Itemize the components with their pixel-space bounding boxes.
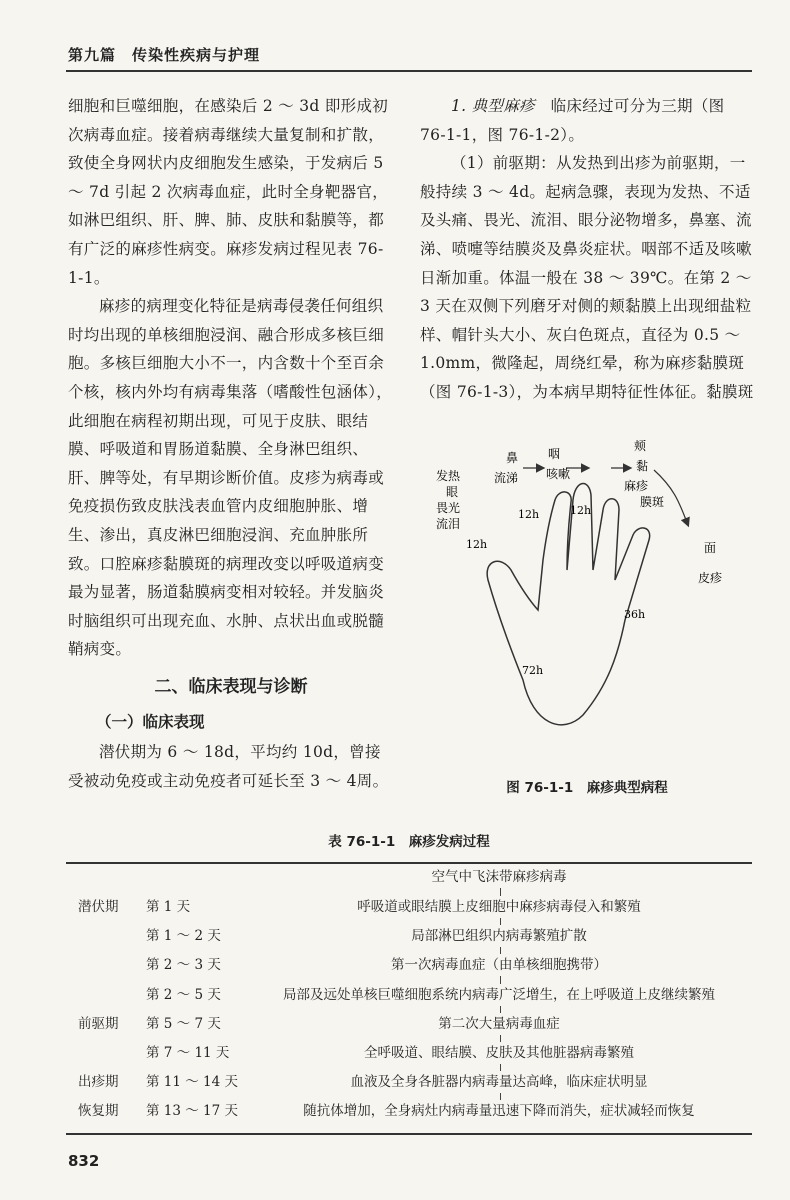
fig-label-eye: 眼 bbox=[446, 485, 459, 499]
table-row bbox=[66, 896, 752, 918]
table-event-text: 局部及远处单核巨噬细胞系统内病毒广泛增生，在上呼吸道上皮继续繁殖 bbox=[283, 986, 715, 1003]
table-event-text: 呼吸道或眼结膜上皮细胞中麻疹病毒侵入和繁殖 bbox=[357, 899, 641, 915]
figure-caption: 图 76-1-1 麻疹典型病程 bbox=[506, 780, 668, 796]
table-event bbox=[246, 954, 752, 976]
typical-measles-heading: 1. 典型麻疹 bbox=[451, 97, 535, 115]
fig-label-nose: 鼻 bbox=[506, 451, 519, 465]
header-rule bbox=[66, 70, 752, 72]
table-top-event-row bbox=[66, 866, 752, 888]
page-number: 832 bbox=[68, 1152, 100, 1170]
fig-label-mucosa: 黏 bbox=[636, 459, 649, 473]
table-row bbox=[66, 1071, 752, 1093]
table-time: 第 7 ～ 11 天 bbox=[146, 1045, 230, 1061]
table-time: 第 5 ～ 7 天 bbox=[146, 1015, 221, 1032]
table-top-event bbox=[246, 866, 752, 888]
table-phase: 出疹期 bbox=[78, 1074, 119, 1091]
table-row bbox=[66, 1100, 752, 1122]
table-row bbox=[66, 954, 752, 976]
table-event bbox=[246, 1071, 752, 1093]
fig-label-rash: 皮疹 bbox=[698, 571, 723, 585]
fig-label-measles: 麻疹 bbox=[624, 479, 649, 493]
table-caption: 表 76-1-1 麻疹发病过程 bbox=[328, 834, 490, 850]
fig-hour-12h-c: 12h bbox=[570, 504, 592, 517]
table-time: 第 11 ～ 14 天 bbox=[146, 1074, 239, 1091]
table-event bbox=[246, 1100, 752, 1122]
table-event bbox=[246, 1013, 752, 1035]
running-header: 第九篇 传染性疾病与护理 bbox=[68, 46, 261, 64]
table-time: 第 1 ～ 2 天 bbox=[146, 928, 221, 945]
table-event-text: 全呼吸道、眼结膜、皮肤及其他脏器病毒繁殖 bbox=[364, 1045, 634, 1061]
table-time: 第 1 天 bbox=[146, 899, 191, 915]
table-bottom-rule bbox=[66, 1133, 752, 1135]
incubation-text: 潜伏期为 6 ～ 18d，平均约 10d，曾接受被动免疫或主动免疫者可延长至 3 ～ 4周。 bbox=[68, 743, 389, 790]
table-phase: 潜伏期 bbox=[78, 899, 119, 915]
table-top-rule bbox=[66, 862, 752, 864]
fig-label-cough: 咳嗽 bbox=[546, 467, 571, 481]
incubation-paragraph bbox=[68, 738, 394, 795]
hand-diagram bbox=[418, 440, 752, 740]
table-event-text: 局部淋巴组织内病毒繁殖扩散 bbox=[411, 928, 587, 945]
fig-label-photophobia: 畏光 bbox=[436, 501, 461, 515]
table-phase: 前驱期 bbox=[78, 1015, 119, 1032]
table-time: 第 2 ～ 5 天 bbox=[146, 986, 221, 1003]
table-event bbox=[246, 984, 752, 1006]
table-row bbox=[66, 1013, 752, 1035]
right-paragraph-1-body: 临床经过可分为三期（图 76-1-1，图 76-1-2）。 bbox=[420, 97, 725, 144]
table-row bbox=[66, 984, 752, 1006]
right-column bbox=[420, 92, 754, 407]
fig-hour-12h-a: 12h bbox=[466, 538, 488, 551]
section-title: 二、临床表现与诊断 bbox=[154, 677, 308, 697]
fig-hour-36h: 36h bbox=[624, 608, 646, 621]
table-row bbox=[66, 925, 752, 947]
fig-label-koplik: 膜斑 bbox=[640, 495, 665, 509]
measles-course-figure bbox=[418, 440, 752, 740]
top-event-text: 空气中飞沫带麻疹病毒 bbox=[431, 869, 567, 885]
table-row bbox=[66, 1042, 752, 1064]
table-event-text: 血液及全身各脏器内病毒量达高峰，临床症状明显 bbox=[350, 1074, 648, 1091]
table-event-text: 随抗体增加，全身病灶内病毒量迅速下降而消失，症状减轻而恢复 bbox=[303, 1103, 695, 1120]
fig-label-tears: 流泪 bbox=[436, 517, 461, 531]
table-time: 第 2 ～ 3 天 bbox=[146, 957, 221, 974]
left-paragraph-1: 细胞和巨噬细胞，在感染后 2 ～ 3d 即形成初次病毒血症。接着病毒继续大量复制和扩散，致使全身网状内皮细胞发生感染，于发病后 5 ～ 7d 引起 2 次病毒血症，此时全身靶器官，如淋巴组织、肝、脾、肺、皮肤和黏膜等，都有广泛的麻疹性病变。麻疹发病过程见表 76-1-1。 bbox=[68, 97, 389, 287]
fig-label-face: 面 bbox=[704, 541, 717, 555]
table-time: 第 13 ～ 17 天 bbox=[146, 1103, 239, 1120]
right-paragraph-1 bbox=[420, 92, 754, 149]
fig-hour-12h-b: 12h bbox=[518, 508, 540, 521]
fig-label-throat: 咽 bbox=[548, 447, 561, 461]
fig-label-cheek: 颊 bbox=[634, 440, 647, 453]
table-event-text: 第一次病毒血症（由单核细胞携带） bbox=[391, 957, 607, 974]
table-event-text: 第二次大量病毒血症 bbox=[438, 1015, 560, 1032]
subsection-title: （一）临床表现 bbox=[96, 713, 205, 731]
left-column bbox=[68, 92, 394, 664]
table-event bbox=[246, 1042, 752, 1064]
fig-label-runny: 流涕 bbox=[494, 471, 519, 485]
hand-outline bbox=[487, 484, 650, 725]
table-event bbox=[246, 896, 752, 918]
fig-label-fever: 发热 bbox=[436, 469, 461, 483]
table-phase: 恢复期 bbox=[78, 1103, 119, 1120]
fig-hour-72h: 72h bbox=[522, 664, 544, 677]
table-event bbox=[246, 925, 752, 947]
right-paragraph-2: （1）前驱期：从发热到出疹为前驱期，一般持续 3 ～ 4d。起病急骤，表现为发热、不适及头痛、畏光、流泪、眼分泌物增多，鼻塞、流涕、喷嚏等结膜炎及鼻炎症状。咽部不适及咳嗽日渐加重。体温一般在 38 ～ 39℃。在第 2 ～ 3 天在双侧下列磨牙对侧的颊黏膜上出现细盐粒样、帽针头大小、灰白色斑点，直径为 0.5 ～ 1.0mm，微隆起，周绕红晕，称为麻疹黏膜斑（图 76-1-3），为本病早期特征性体征。黏膜斑 bbox=[420, 154, 754, 401]
left-paragraph-2: 麻疹的病理变化特征是病毒侵袭任何组织时均出现的单核细胞浸润、融合形成多核巨细胞。多核巨细胞大小不一，内含数十个至百余个核，核内外均有病毒集落（嗜酸性包涵体），此细胞在病程初期出现，可见于皮肤、眼结膜、呼吸道和胃肠道黏膜、全身淋巴组织、肝、脾等处，有早期诊断价值。皮疹为病毒或免疫损伤致皮肤浅表血管内皮细胞肿胀、增生、渗出，真皮淋巴细胞浸润、充血肿胀所致。口腔麻疹黏膜斑的病理改变以呼吸道病变最为显著，肠道黏膜病变相对较轻。并发脑炎时脑组织可出现充血、水肿、点状出血或脱髓鞘病变。 bbox=[68, 297, 393, 659]
